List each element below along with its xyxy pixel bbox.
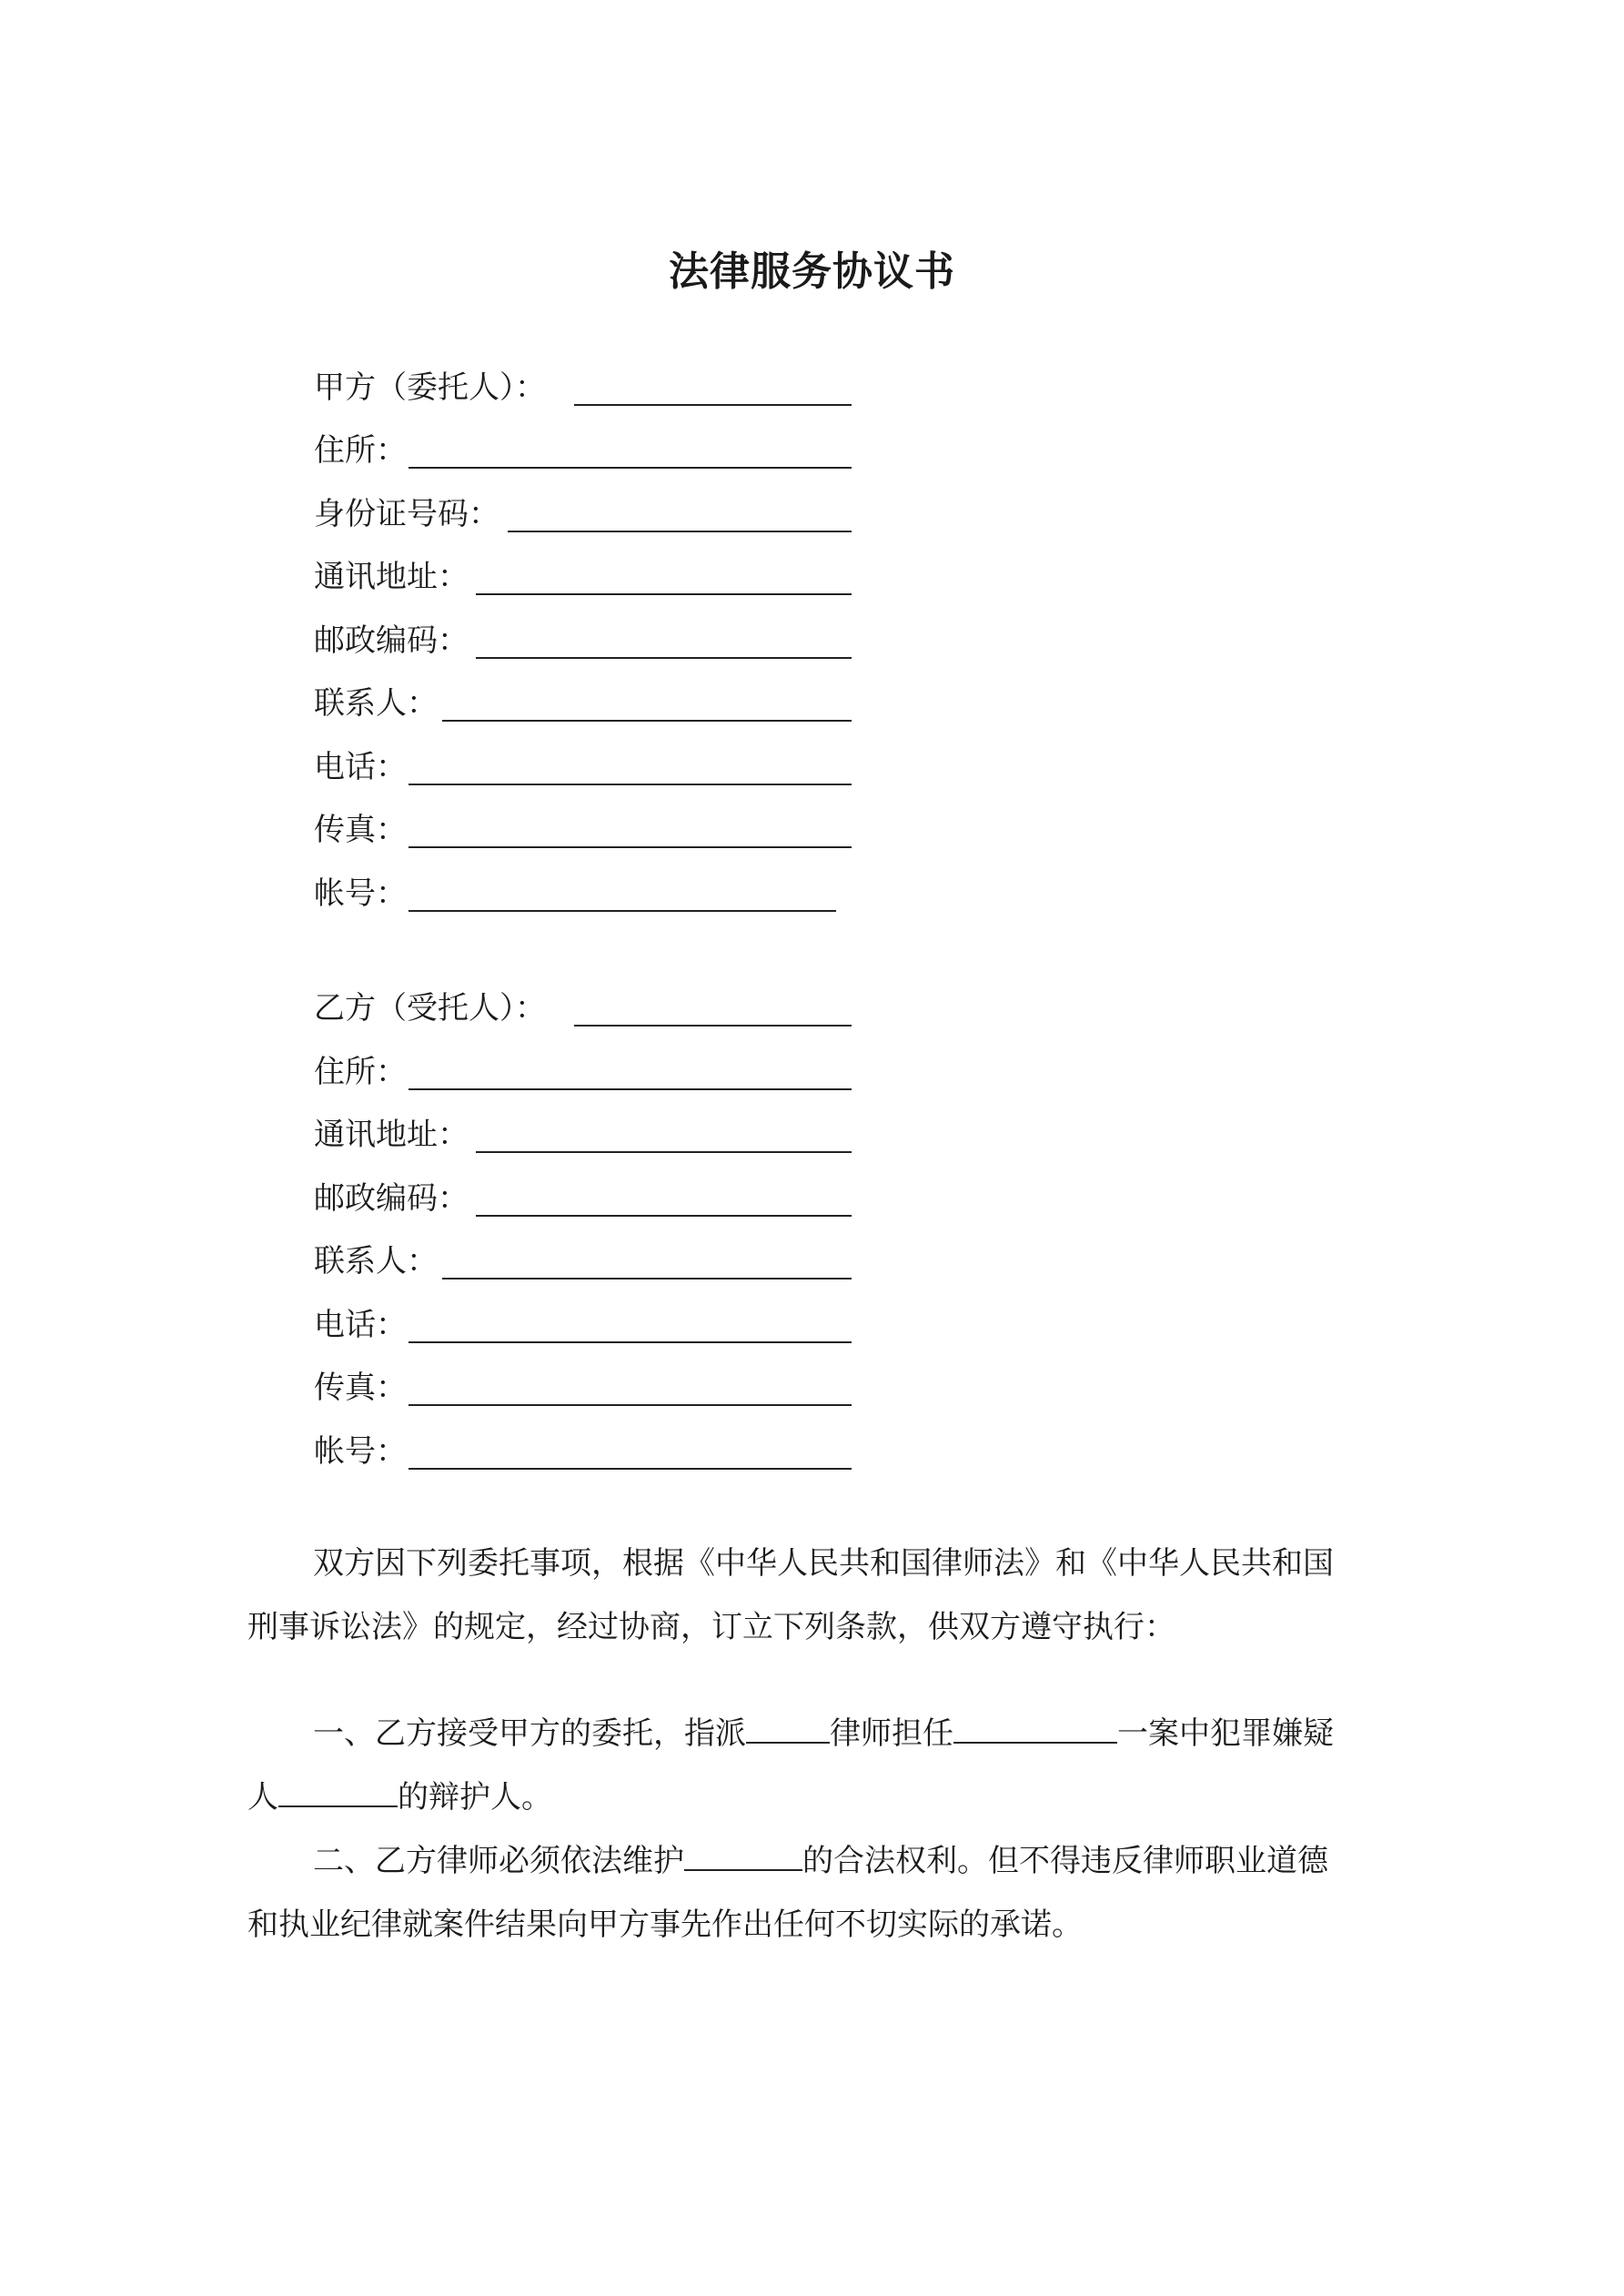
- blank-line[interactable]: [409, 910, 836, 912]
- clause-1-line-1: [247, 1702, 1385, 1765]
- blank-line[interactable]: [574, 1025, 852, 1027]
- clause-text: 二、乙方律师必须依法维护: [313, 1843, 684, 1879]
- preamble-line-2: 刑事诉讼法》的规定，经过协商，订立下列条款，供双方遵守执行：: [247, 1609, 1175, 1645]
- clause-1-paragraph: [247, 1702, 1385, 1829]
- field-label: 身份证号码：: [314, 496, 499, 532]
- clause-1-line-2: [247, 1765, 1385, 1829]
- party-b-phone-field: [314, 1305, 407, 1345]
- blank-line[interactable]: [476, 1215, 852, 1217]
- preamble-line-1: 双方因下列委托事项，根据《中华人民共和国律师法》和《中华人民共和国: [313, 1545, 1334, 1582]
- party-a-postcode-field: [314, 621, 469, 661]
- field-label: 住所：: [314, 432, 407, 469]
- clause-text: 一、乙方接受甲方的委托，指派: [313, 1715, 746, 1752]
- party-b-address-field: [314, 1115, 469, 1155]
- party-a-fax-field: [314, 810, 407, 850]
- clause-2-line-1: [247, 1829, 1385, 1893]
- field-label: 通讯地址：: [314, 559, 469, 595]
- blank-line[interactable]: [476, 1151, 852, 1153]
- party-b-postcode-field: [314, 1178, 469, 1219]
- clause-2-paragraph: [247, 1829, 1385, 1957]
- field-label: 电话：: [314, 749, 407, 785]
- party-a-domicile-field: [314, 430, 407, 470]
- party-b-account-field: [314, 1431, 407, 1472]
- blank-line[interactable]: [574, 404, 852, 406]
- lawyer-name-blank[interactable]: [746, 1707, 830, 1744]
- field-label: 帐号：: [314, 875, 407, 912]
- field-label: 联系人：: [314, 1243, 438, 1279]
- blank-line[interactable]: [409, 1341, 852, 1343]
- blank-line[interactable]: [409, 1468, 852, 1470]
- blank-line[interactable]: [409, 1404, 852, 1406]
- clause-2-line-2: 和执业纪律就案件结果向甲方事先作出任何不切实际的承诺。: [247, 1907, 1083, 1943]
- blank-line[interactable]: [442, 1278, 852, 1279]
- party-b-domicile-field: [314, 1052, 407, 1092]
- blank-line[interactable]: [409, 467, 852, 469]
- party-a-address-field: [314, 557, 469, 597]
- clause-text: 的合法权利。但不得违反律师职业道德: [802, 1843, 1328, 1879]
- field-label: 帐号：: [314, 1433, 407, 1470]
- field-label: 通讯地址：: [314, 1117, 469, 1153]
- case-name-blank[interactable]: [953, 1707, 1117, 1744]
- field-label: 甲方（委托人）：: [314, 369, 546, 406]
- field-label: 传真：: [314, 1370, 407, 1406]
- preamble-paragraph: [247, 1532, 1385, 1659]
- blank-line[interactable]: [476, 657, 852, 659]
- party-b-agent-field: [314, 988, 546, 1028]
- blank-line[interactable]: [409, 846, 852, 848]
- party-a-account-field: [314, 874, 407, 914]
- field-label: 乙方（受托人）：: [314, 990, 546, 1027]
- blank-line[interactable]: [409, 784, 852, 785]
- party-a-principal-field: [314, 368, 546, 408]
- blank-line[interactable]: [476, 593, 852, 595]
- party-b-fax-field: [314, 1368, 407, 1408]
- clause-text: 律师担任: [830, 1715, 953, 1752]
- party-a-phone-field: [314, 747, 407, 787]
- blank-line[interactable]: [442, 720, 852, 722]
- party-a-contact-field: [314, 683, 438, 723]
- document-title: 法律服务协议书: [669, 248, 955, 295]
- field-label: 住所：: [314, 1054, 407, 1090]
- clause-text: 一案中犯罪嫌疑: [1117, 1715, 1334, 1752]
- suspect-name-blank[interactable]: [278, 1771, 398, 1807]
- blank-line[interactable]: [508, 531, 852, 532]
- field-label: 联系人：: [314, 685, 438, 722]
- party-a-id-number-field: [314, 494, 499, 534]
- field-label: 传真：: [314, 812, 407, 848]
- field-label: 邮政编码：: [314, 1180, 469, 1217]
- clause-text: 人: [247, 1779, 278, 1816]
- field-label: 邮政编码：: [314, 622, 469, 659]
- rights-holder-blank[interactable]: [684, 1835, 802, 1871]
- blank-line[interactable]: [409, 1088, 852, 1090]
- party-b-contact-field: [314, 1241, 438, 1281]
- clause-text: 的辩护人。: [398, 1779, 552, 1816]
- field-label: 电话：: [314, 1307, 407, 1343]
